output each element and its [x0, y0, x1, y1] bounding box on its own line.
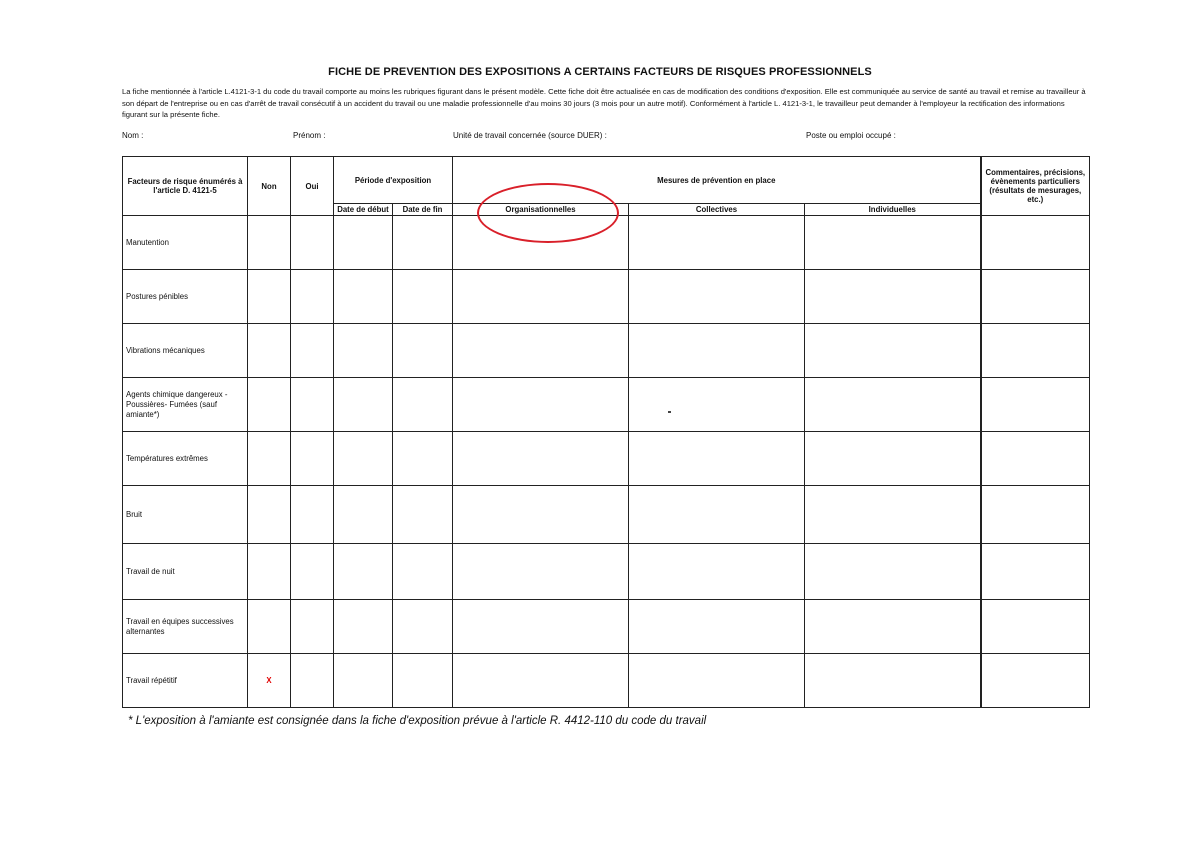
table-row	[123, 600, 1090, 654]
date-fin-cell[interactable]	[393, 324, 453, 378]
date-fin-cell[interactable]	[393, 216, 453, 270]
red-circle-annotation	[477, 183, 619, 243]
oui-cell[interactable]	[291, 324, 334, 378]
collectives-cell[interactable]	[629, 378, 805, 432]
non-cell[interactable]	[248, 486, 291, 544]
header-mesures: Mesures de prévention en place	[453, 157, 981, 204]
row-label: Bruit	[123, 486, 248, 544]
organisationnelles-cell[interactable]	[453, 654, 629, 708]
oui-cell[interactable]	[291, 270, 334, 324]
collectives-cell[interactable]	[629, 324, 805, 378]
organisationnelles-cell[interactable]	[453, 486, 629, 544]
date-debut-cell[interactable]	[334, 544, 393, 600]
date-debut-cell[interactable]	[334, 654, 393, 708]
date-debut-cell[interactable]	[334, 216, 393, 270]
commentaires-cell[interactable]	[981, 654, 1090, 708]
collectives-cell[interactable]	[629, 270, 805, 324]
date-fin-cell[interactable]	[393, 432, 453, 486]
table-row	[123, 544, 1090, 600]
non-cell[interactable]	[248, 270, 291, 324]
non-cell-x-mark[interactable]: X	[248, 654, 291, 708]
collectives-cell[interactable]	[629, 544, 805, 600]
field-poste: Poste ou emploi occupé :	[806, 131, 896, 140]
collectives-cell[interactable]	[629, 654, 805, 708]
date-fin-cell[interactable]	[393, 600, 453, 654]
intro-paragraph: La fiche mentionnée à l'article L.4121-3-1 du code du travail comporte au moins les rubriques figurant dans le présent modèle. Cette fiche doit être actualisée en cas de modification des conditions d'exposition. Elle est communiquée au service de santé au travail et remise au travailleur à son départ de l'entreprise ou en cas d'arrêt de travail consécutif à un accident du travail ou une maladie professionnelle d'au moins 30 jours (3 mois pour un autre motif). Conformément à l'article L. 4121-3-1, le travailleur peut demander à l'employeur la rectification des informations figurant sur la présente fiche.	[122, 87, 1086, 119]
row-label: Travail de nuit	[123, 544, 248, 600]
individuelles-cell[interactable]	[805, 216, 981, 270]
commentaires-cell[interactable]	[981, 378, 1090, 432]
field-unite: Unité de travail concernée (source DUER) :	[453, 131, 607, 140]
date-fin-cell[interactable]	[393, 654, 453, 708]
row-label: Travail en équipes successives alternantes	[123, 600, 248, 654]
footnote: * L'exposition à l'amiante est consignée dans la fiche d'exposition prévue à l'article R. 4412-110 du code du travail	[128, 715, 707, 727]
risk-factors-table	[122, 156, 1090, 708]
organisationnelles-cell[interactable]	[453, 600, 629, 654]
table-row	[123, 378, 1090, 432]
collectives-cell[interactable]	[629, 486, 805, 544]
date-fin-cell[interactable]	[393, 270, 453, 324]
date-debut-cell[interactable]	[334, 486, 393, 544]
header-date-fin: Date de fin	[393, 204, 453, 216]
header-facteurs: Facteurs de risque énumérés à l'article D. 4121-5	[123, 157, 248, 216]
date-fin-cell[interactable]	[393, 486, 453, 544]
oui-cell[interactable]	[291, 486, 334, 544]
collectives-cell[interactable]	[629, 216, 805, 270]
oui-cell[interactable]	[291, 216, 334, 270]
date-debut-cell[interactable]	[334, 378, 393, 432]
collectives-cell[interactable]	[629, 432, 805, 486]
non-cell[interactable]	[248, 600, 291, 654]
oui-cell[interactable]	[291, 378, 334, 432]
individuelles-cell[interactable]	[805, 270, 981, 324]
oui-cell[interactable]	[291, 544, 334, 600]
commentaires-cell[interactable]	[981, 270, 1090, 324]
organisationnelles-cell[interactable]	[453, 544, 629, 600]
date-fin-cell[interactable]	[393, 544, 453, 600]
field-nom: Nom :	[122, 131, 144, 140]
scan-speck	[668, 411, 671, 413]
commentaires-cell[interactable]	[981, 544, 1090, 600]
commentaires-cell[interactable]	[981, 486, 1090, 544]
header-non: Non	[248, 157, 291, 216]
individuelles-cell[interactable]	[805, 378, 981, 432]
table-row	[123, 432, 1090, 486]
organisationnelles-cell[interactable]	[453, 270, 629, 324]
commentaires-cell[interactable]	[981, 600, 1090, 654]
non-cell[interactable]	[248, 324, 291, 378]
row-label: Températures extrêmes	[123, 432, 248, 486]
commentaires-cell[interactable]	[981, 432, 1090, 486]
table-row	[123, 324, 1090, 378]
header-commentaires: Commentaires, précisions, évènements particuliers (résultats de mesurages, etc.)	[981, 157, 1090, 216]
date-debut-cell[interactable]	[334, 600, 393, 654]
header-organisationnelles: Organisationnelles	[453, 204, 629, 216]
date-debut-cell[interactable]	[334, 270, 393, 324]
header-date-debut: Date de début	[334, 204, 393, 216]
date-fin-cell[interactable]	[393, 378, 453, 432]
form-title: FICHE DE PREVENTION DES EXPOSITIONS A CERTAINS FACTEURS DE RISQUES PROFESSIONNELS	[328, 66, 872, 78]
organisationnelles-cell[interactable]	[453, 324, 629, 378]
non-cell[interactable]	[248, 378, 291, 432]
non-cell[interactable]	[248, 216, 291, 270]
row-label: Vibrations mécaniques	[123, 324, 248, 378]
commentaires-cell[interactable]	[981, 216, 1090, 270]
oui-cell[interactable]	[291, 432, 334, 486]
table-row	[123, 486, 1090, 544]
header-collectives: Collectives	[629, 204, 805, 216]
table-row	[123, 654, 1090, 708]
individuelles-cell[interactable]	[805, 486, 981, 544]
collectives-cell[interactable]	[629, 600, 805, 654]
oui-cell[interactable]	[291, 600, 334, 654]
individuelles-cell[interactable]	[805, 432, 981, 486]
header-periode: Période d'exposition	[334, 157, 453, 204]
organisationnelles-cell[interactable]	[453, 432, 629, 486]
non-cell[interactable]	[248, 544, 291, 600]
commentaires-cell[interactable]	[981, 324, 1090, 378]
individuelles-cell[interactable]	[805, 544, 981, 600]
row-label: Postures pénibles	[123, 270, 248, 324]
individuelles-cell[interactable]	[805, 324, 981, 378]
table-row	[123, 270, 1090, 324]
individuelles-cell[interactable]	[805, 600, 981, 654]
non-cell[interactable]	[248, 432, 291, 486]
date-debut-cell[interactable]	[334, 324, 393, 378]
header-oui: Oui	[291, 157, 334, 216]
individuelles-cell[interactable]	[805, 654, 981, 708]
field-prenom: Prénom :	[293, 131, 326, 140]
row-label: Travail répétitif	[123, 654, 248, 708]
header-individuelles: Individuelles	[805, 204, 981, 216]
row-label: Agents chimique dangereux - Poussières- Fumées (sauf amiante*)	[123, 378, 248, 432]
date-debut-cell[interactable]	[334, 432, 393, 486]
row-label: Manutention	[123, 216, 248, 270]
organisationnelles-cell[interactable]	[453, 378, 629, 432]
oui-cell[interactable]	[291, 654, 334, 708]
